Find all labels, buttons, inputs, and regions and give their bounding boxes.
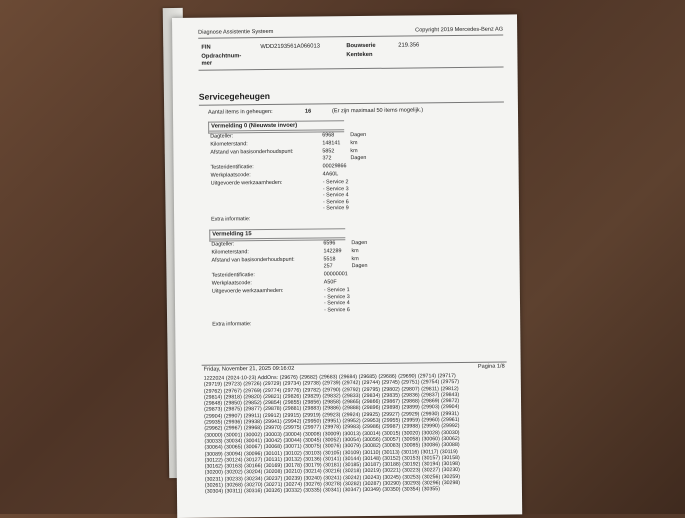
addons-line: (30231) (30233) (30234) (30237) (30239) (30240) (30241) (30242) (30243) (30245) (30253) (30256) (30259): [204, 473, 461, 483]
entry-15-km-unit: km: [351, 248, 359, 255]
fin-value: WDD2193561A066013: [260, 43, 320, 51]
addons-line: (29719) (29723) (29726) (29729) (29734) (29738) (29739) (29742) (29744) (29745) (29751) (29754) (29757): [203, 379, 460, 388]
addons-line: (30064) (30065) (30067) (30068) (30071) (30075) (30076) (30079) (30082) (30083) (30085) (30086) (30088): [204, 442, 460, 451]
entry-0-werkplaats-label: Werkplaatscode:: [210, 172, 251, 179]
addons-line: (30089) (30094) (30096) (30101) (30102) (30103) (30105) (30109) (30110) (30113) (30116) (30117) (30119): [204, 448, 458, 458]
addons-line: (30033) (30034) (30041) (30042) (30044) (30045) (30052) (30054) (30056) (30057) (30058) (30060) (30062): [204, 435, 460, 445]
entry-15-km-value: 142289: [323, 248, 342, 255]
entry-0-service: - Service 6: [322, 198, 349, 205]
vehicle-meta: [198, 42, 503, 67]
entry-0-dagteller-unit: Dagen: [350, 131, 367, 139]
entry-15-body: [211, 239, 502, 342]
entry-0-afstand-days-unit: Dagen: [350, 154, 367, 162]
entry-0-km-label: Kilometerstand:: [210, 141, 248, 148]
printed-sheet: [172, 14, 522, 518]
addons-line: (30200) (30202) (30204) (30208) (30210) (30214) (30216) (30218) (30219) (30221) (30223) (30227) (30230): [204, 467, 460, 477]
kenteken-label: Kenteken: [346, 51, 373, 59]
fin-label: FIN: [201, 44, 211, 51]
entry-15-km-label: Kilometerstand:: [211, 249, 249, 256]
footer-rule: [202, 362, 507, 366]
entry-15-werkplaats-value: A50F: [323, 279, 337, 286]
opdracht-label-2: mer: [201, 60, 213, 67]
addons-line: (29814) (29818) (29820) (29821) (29826) (29829) (29832) (29833) (29834) (29835) (29836) (29837) (29843): [203, 391, 460, 401]
entry-15-tester-label: Testeridentificatie:: [211, 272, 255, 279]
addons-list: [204, 373, 506, 496]
entry-15-afstand-value: 5518: [323, 256, 336, 263]
addons-line: (29904) (29907) (29911) (29912) (29915) (29919) (29923) (29924) (29925) (29927) (29929) (29930) (29931): [204, 410, 459, 420]
entry-15-afstand-label: Afstand van basisonderhoudspunt:: [211, 256, 295, 264]
entry-15-dagteller-label: Dagteller:: [211, 241, 235, 248]
addons-line: (29848) (29850) (29852) (29854) (29855) (29856) (29858) (29865) (29866) (29867) (29868) (29869) (29872): [204, 398, 460, 407]
entry-0-dagteller-value: 6968: [322, 132, 335, 139]
entry-15-dagteller-unit: Dagen: [351, 239, 368, 247]
addons-line: (29762) (29767) (29769) (29774) (29776) (29782) (29790) (29792) (29795) (29802) (29807) (29811) (29812): [203, 385, 459, 395]
opdracht-label-1: Opdrachtnum-: [201, 53, 242, 60]
entry-0-km-value: 148141: [322, 140, 341, 147]
entry-0-body: [210, 131, 501, 234]
entry-15-werkplaats-label: Werkplaatscode:: [211, 280, 252, 287]
header-right: Copyright 2019 Mercedes-Benz AG: [415, 26, 504, 34]
addons-line: (29962) (29967) (29968) (29970) (29975) (29977) (29978) (29983) (29986) (29987) (29988) (29990) (29992): [204, 423, 460, 433]
addons-line: (30000) (30001) (30002) (30003) (30004) (30008) (30009) (30013) (30014) (30015) (30020) (30028) (30030): [204, 429, 460, 439]
title-rule: [199, 102, 504, 106]
entry-0-extra-label: Extra informatie:: [211, 216, 251, 223]
entry-0-service: - Service 4: [322, 192, 349, 199]
entry-15-extra-label: Extra informatie:: [212, 321, 252, 328]
footer-page-number: Pagina 1/8: [477, 363, 505, 370]
bouwserie-value: 219.356: [398, 42, 420, 49]
entry-15-afstand-days-unit: Dagen: [351, 262, 368, 270]
entry-0-afstand-unit: km: [350, 148, 358, 155]
report-page: [198, 15, 508, 518]
meta-rule: [199, 67, 504, 71]
entry-0-service: - Service 2: [322, 179, 349, 186]
item-count-label: Aantal items in geheugen:: [207, 108, 273, 116]
entry-0-werkplaats-value: 4A60L: [322, 171, 339, 178]
entry-15-afstand-days: 257: [323, 263, 333, 270]
entry-15-service: - Service 6: [324, 306, 350, 313]
page-header: [198, 26, 504, 36]
addons-line: (30122) (30124) (30127) (30131) (30132) (30136) (30141) (30144) (30148) (30152) (30153) (30157) (30158): [204, 454, 460, 464]
addons-line: (29873) (29875) (29877) (29878) (29881) (29883) (29886) (29888) (29896) (29898) (29899) (29903) (29904): [204, 404, 460, 414]
footer-date: Friday, November 21, 2025 09:16:02: [203, 365, 295, 373]
entry-15-service: - Service 4: [323, 300, 350, 307]
addons-line: (29935) (29936) (29938) (29941) (29942) (29950) (29951) (29952) (29953) (29955) (29959) (29960) (29961): [204, 417, 460, 426]
item-count: [207, 107, 424, 116]
entry-15-afstand-unit: km: [351, 256, 359, 263]
entry-0-service: - Service 3: [322, 185, 349, 192]
entry-15-heading: Vermelding 15: [210, 229, 345, 240]
entry-0-dagteller-label: Dagteller:: [210, 133, 234, 140]
entry-15-uitgevoerd-label: Uitgevoerde werkzaamheden:: [211, 287, 284, 295]
item-count-value: 16: [304, 108, 312, 115]
addons-line: (30261) (30268) (30270) (30271) (30274) (30276) (30278) (30282) (30287) (30290) (30293) (30296) (30298): [204, 480, 461, 489]
bouwserie-label: Bouwserie: [346, 42, 376, 50]
header-left: Diagnose Assistentie Systeem: [198, 28, 274, 36]
entry-0-uitgevoerd-label: Uitgevoerde werkzaamheden:: [210, 179, 283, 187]
page-title: Servicegeheugen: [198, 90, 271, 102]
entry-0-heading: Vermelding 0 (Nieuwste invoer): [209, 121, 344, 132]
entry-0-afstand-days: 372: [322, 155, 332, 162]
item-count-note: (Er zijn maximaal 50 items mogelijk.): [331, 107, 424, 115]
entry-0-tester-value: 00029866: [322, 163, 347, 170]
entry-0-tester-label: Testeridentificatie:: [210, 164, 254, 171]
entry-0-service: - Service 9: [322, 205, 349, 212]
entry-0-afstand-label: Afstand van basisonderhoudspunt:: [210, 148, 294, 156]
entry-15-tester-value: 00000001: [323, 271, 348, 278]
addons-line: (30162) (30163) (30166) (30169) (30178) (30179) (30181) (30185) (30187) (30188) (30192) (30194) (30198): [204, 461, 460, 470]
addons-line: (30304) (30311) (30316) (30326) (30332) (30335) (30341) (30347) (30349) (30350) (30354) (30355): [204, 486, 440, 496]
entry-15-service: - Service 1: [323, 287, 350, 294]
entry-15-dagteller-value: 6596: [323, 240, 336, 247]
addons-line: 1222024 (2024-10-23) AddOns: (29676) (29682) (29683) (29684) (29685) (29686) (29690) (29714) (29717): [203, 373, 456, 382]
entry-15-service: - Service 3: [323, 293, 350, 300]
entry-0-afstand-value: 5852: [322, 148, 335, 155]
entry-0-km-unit: km: [350, 140, 358, 147]
